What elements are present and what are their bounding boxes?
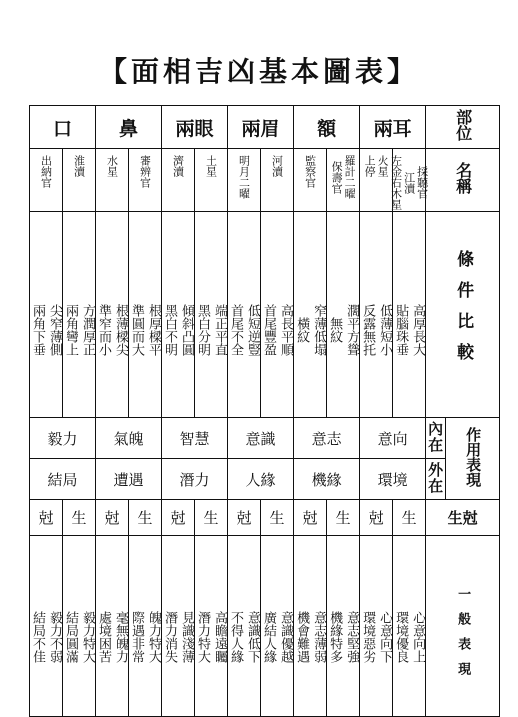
name-text: 水星 <box>105 155 119 177</box>
general-text: 心意向上 <box>410 611 426 663</box>
row-label-inner: 內在 <box>426 418 446 459</box>
general-text: 毅力不弱 <box>47 611 62 663</box>
row-label-condition: 條件比較 <box>426 212 500 418</box>
general-cell <box>327 536 360 717</box>
condition-text: 傾斜凸圓 <box>179 303 195 356</box>
condition-cell <box>261 212 294 418</box>
shengke-cell: 尅 <box>360 500 393 536</box>
row-label-shengke: 生尅 <box>426 500 500 536</box>
outer-cell: 遭遇 <box>96 459 162 500</box>
condition-text: 尖窄薄側 <box>47 303 62 356</box>
name-cell <box>294 149 327 212</box>
general-text: 魄力特大 <box>146 611 162 663</box>
condition-text: 低短逆豎 <box>245 303 261 356</box>
general-text: 見識淺薄 <box>179 611 195 663</box>
condition-cell <box>360 212 393 418</box>
general-text: 高瞻遠矚 <box>212 611 228 663</box>
name-text: 採聽官 <box>415 166 429 199</box>
general-cell <box>63 536 96 717</box>
name-cell <box>360 149 393 212</box>
name-cell <box>96 149 129 212</box>
part-forehead: 額 <box>294 106 360 149</box>
condition-text: 低薄短小 <box>377 303 393 356</box>
name-cell <box>327 149 360 212</box>
general-text: 環境優良 <box>393 611 409 663</box>
condition-text: 濶平方聳 <box>344 303 360 356</box>
row-label-general: 一般表現 <box>426 536 500 717</box>
condition-text: 貼腦珠垂 <box>393 303 409 356</box>
general-text: 意志堅強 <box>344 611 360 663</box>
name-text: 明月二曜 <box>237 155 251 199</box>
name-text: 羅計二曜 <box>343 155 357 199</box>
general-cell <box>195 536 228 717</box>
physiognomy-table <box>29 105 500 717</box>
shengke-cell: 生 <box>393 500 426 536</box>
general-text: 意識低下 <box>245 611 261 663</box>
shengke-cell: 尅 <box>30 500 63 536</box>
general-text: 結局圓滿 <box>63 611 78 663</box>
name-text: 出納官 <box>39 155 53 188</box>
condition-text: 橫紋 <box>294 316 310 343</box>
general-cell <box>294 536 327 717</box>
part-nose: 鼻 <box>96 106 162 149</box>
condition-text: 首尾豐盈 <box>261 303 277 356</box>
shengke-cell: 生 <box>129 500 162 536</box>
part-eyebrows: 兩眉 <box>228 106 294 149</box>
condition-text: 端正平直 <box>212 303 228 356</box>
condition-text: 方潤厚正 <box>80 303 95 356</box>
condition-text: 根薄樑尖 <box>113 303 129 356</box>
general-cell <box>228 536 261 717</box>
shengke-cell: 生 <box>195 500 228 536</box>
condition-text: 窄薄低塌 <box>311 303 327 356</box>
name-text: 土星 <box>204 155 218 177</box>
general-text: 潛力消失 <box>162 611 178 663</box>
inner-cell: 氣魄 <box>96 418 162 459</box>
name-text: 監察官 <box>303 155 317 188</box>
condition-text: 反露無托 <box>360 303 376 356</box>
name-text: 左金右木星 <box>389 155 403 210</box>
name-text: 保壽官 <box>330 160 344 194</box>
row-label-part: 部位 <box>426 106 500 149</box>
outer-cell: 結局 <box>30 459 96 500</box>
name-text: 火星 <box>376 155 390 177</box>
general-cell <box>261 536 294 717</box>
page-title: 【面相吉凶基本圖表】 <box>98 55 419 88</box>
condition-text: 兩角彎上 <box>63 303 78 356</box>
name-text: 淮瀆 <box>72 155 86 177</box>
name-text: 審辨官 <box>138 155 152 188</box>
condition-cell <box>294 212 327 418</box>
name-cell <box>228 149 261 212</box>
name-text: 江瀆 <box>402 171 416 194</box>
general-cell <box>96 536 129 717</box>
shengke-cell: 尅 <box>294 500 327 536</box>
general-text: 意識優越 <box>278 611 294 663</box>
name-cell <box>261 149 294 212</box>
part-mouth: 口 <box>30 106 96 149</box>
name-text: 上停 <box>363 155 377 177</box>
inner-cell: 智慧 <box>162 418 228 459</box>
condition-text: 無紋 <box>327 316 343 343</box>
name-cell <box>129 149 162 212</box>
part-ears: 兩耳 <box>360 106 426 149</box>
condition-cell <box>228 212 261 418</box>
condition-text: 高長平順 <box>278 303 294 356</box>
condition-text: 根厚樑平 <box>146 303 162 356</box>
general-cell <box>360 536 393 717</box>
name-cell <box>389 149 429 212</box>
condition-cell <box>129 212 162 418</box>
general-cell <box>393 536 426 717</box>
row-label-expression: 作用表現 <box>446 418 500 500</box>
general-cell <box>162 536 195 717</box>
name-text: 濟瀆 <box>171 155 185 177</box>
shengke-cell: 尅 <box>96 500 129 536</box>
condition-text: 準窄而小 <box>96 303 112 356</box>
inner-cell: 意識 <box>228 418 294 459</box>
general-cell <box>30 536 63 717</box>
part-eyes: 兩眼 <box>162 106 228 149</box>
condition-cell <box>327 212 360 418</box>
outer-cell: 機緣 <box>294 459 360 500</box>
inner-cell: 意志 <box>294 418 360 459</box>
general-text: 意志薄弱 <box>311 611 327 663</box>
row-label-outer: 外在 <box>426 459 446 500</box>
condition-text: 黑白分明 <box>195 303 211 356</box>
condition-cell <box>162 212 195 418</box>
name-text: 河瀆 <box>270 155 284 177</box>
condition-cell <box>195 212 228 418</box>
general-text: 際遇非常 <box>129 611 145 663</box>
shengke-cell: 尅 <box>162 500 195 536</box>
shengke-cell: 生 <box>327 500 360 536</box>
general-text: 廣結人緣 <box>261 611 277 663</box>
condition-cell <box>393 212 426 418</box>
general-text: 不得人緣 <box>228 611 244 663</box>
name-cell <box>162 149 195 212</box>
general-text: 毫無魄力 <box>113 611 129 663</box>
inner-cell: 意向 <box>360 418 426 459</box>
condition-cell <box>96 212 129 418</box>
general-text: 潛力特大 <box>195 611 211 663</box>
condition-text: 黑白不明 <box>162 303 178 356</box>
shengke-cell: 生 <box>63 500 96 536</box>
general-cell <box>129 536 162 717</box>
name-cell <box>30 149 63 212</box>
condition-text: 兩角下垂 <box>30 303 45 356</box>
general-text: 機緣特多 <box>327 611 343 663</box>
shengke-cell: 生 <box>261 500 294 536</box>
condition-cell <box>63 212 96 418</box>
general-text: 環境惡劣 <box>360 611 376 663</box>
name-cell <box>195 149 228 212</box>
general-text: 結局不佳 <box>30 611 45 663</box>
outer-cell: 潛力 <box>162 459 228 500</box>
general-text: 毅力特大 <box>80 611 95 663</box>
condition-text: 高厚長大 <box>410 303 426 356</box>
inner-cell: 毅力 <box>30 418 96 459</box>
condition-text: 首尾不全 <box>228 303 244 356</box>
general-text: 機會難遇 <box>294 611 310 663</box>
name-cell <box>63 149 96 212</box>
condition-text: 準圓而大 <box>129 303 145 356</box>
condition-cell <box>30 212 63 418</box>
row-label-name: 名稱 <box>426 149 500 212</box>
outer-cell: 環境 <box>360 459 426 500</box>
outer-cell: 人緣 <box>228 459 294 500</box>
shengke-cell: 尅 <box>228 500 261 536</box>
general-text: 處境困苦 <box>96 611 112 663</box>
general-text: 心意向下 <box>377 611 393 663</box>
